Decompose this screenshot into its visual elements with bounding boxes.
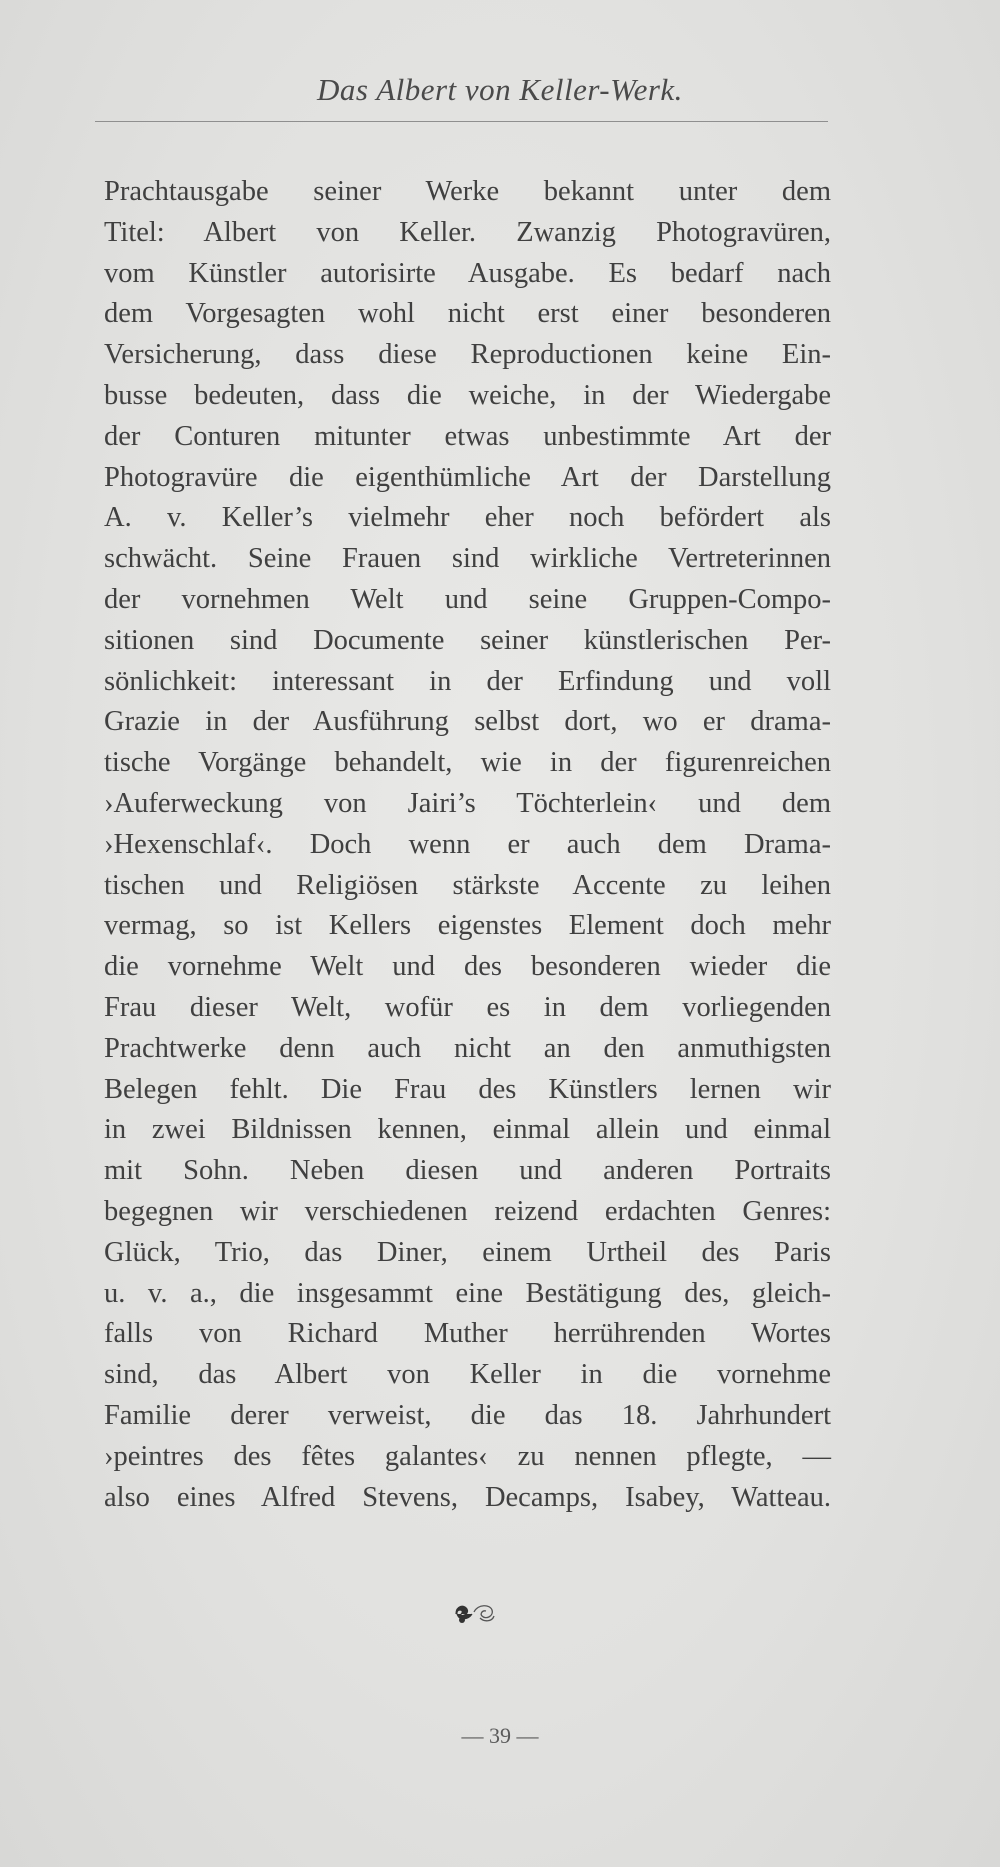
text-line: Prachtausgabe seiner Werke bekannt unter dem [104, 176, 831, 207]
text-line: ›Auferweckung von Jairi’s Töchterlein‹ und dem [104, 787, 831, 819]
text-line: falls von Richard Muther herrührenden Wortes [104, 1318, 831, 1350]
header-rule [95, 121, 828, 122]
text-line: Grazie in der Ausführung selbst dort, wo er drama- [104, 706, 831, 738]
fleuron-ornament-icon [450, 1596, 500, 1626]
text-line: A. v. Keller’s vielmehr eher noch befördert als [104, 502, 831, 534]
text-line: Glück, Trio, das Diner, einem Urtheil des Paris [104, 1236, 831, 1268]
text-line: sind, das Albert von Keller in die vornehme [104, 1359, 831, 1391]
text-line: der Conturen mitunter etwas unbestimmte Art der [104, 420, 831, 452]
text-line: Familie derer verweist, die das 18. Jahrhundert [104, 1399, 831, 1431]
text-line: tische Vorgänge behandelt, wie in der figurenreichen [104, 747, 831, 779]
running-head: Das Albert von Keller-Werk. [317, 72, 683, 107]
text-line: begegnen wir verschiedenen reizend erdachten Genres: [104, 1195, 831, 1227]
text-line: ›Hexenschlaf‹. Doch wenn er auch dem Drama- [104, 828, 831, 860]
text-line: sönlichkeit: interessant in der Erfindung und voll [104, 665, 831, 697]
text-line: schwächt. Seine Frauen sind wirkliche Vertreterinnen [104, 543, 831, 575]
text-line: der vornehmen Welt und seine Gruppen-Compo- [104, 583, 831, 615]
text-line: mit Sohn. Neben diesen und anderen Portraits [104, 1155, 831, 1187]
text-line: ›peintres des fêtes galantes‹ zu nennen pflegte, — [104, 1440, 831, 1472]
text-line: u. v. a., die insgesammt eine Bestätigung des, gleich- [104, 1277, 831, 1309]
body-text [104, 172, 831, 1518]
text-line: Belegen fehlt. Die Frau des Künstlers lernen wir [104, 1073, 831, 1105]
text-line: also eines Alfred Stevens, Decamps, Isabey, Watteau. [104, 1481, 831, 1513]
text-line: Versicherung, dass diese Reproductionen keine Ein- [104, 339, 831, 371]
text-line: Frau dieser Welt, wofür es in dem vorliegenden [104, 991, 831, 1023]
text-line: Prachtwerke denn auch nicht an den anmuthigsten [104, 1032, 831, 1064]
text-line: Photogravüre die eigenthümliche Art der Darstellung [104, 461, 831, 493]
text-line: sitionen sind Documente seiner künstlerischen Per- [104, 624, 831, 656]
text-line: busse bedeuten, dass die weiche, in der Wiedergabe [104, 379, 831, 411]
text-line: Titel: Albert von Keller. Zwanzig Photogravüren, [104, 216, 831, 248]
page-number: — 39 — [461, 1723, 539, 1748]
text-line: dem Vorgesagten wohl nicht erst einer besonderen [104, 298, 831, 330]
text-line: vom Künstler autorisirte Ausgabe. Es bedarf nach [104, 257, 831, 289]
text-line: in zwei Bildnissen kennen, einmal allein und einmal [104, 1114, 831, 1146]
text-line: tischen und Religiösen stärkste Accente zu leihen [104, 869, 831, 901]
text-line: vermag, so ist Kellers eigenstes Element doch mehr [104, 910, 831, 942]
text-line: die vornehme Welt und des besonderen wieder die [104, 951, 831, 983]
